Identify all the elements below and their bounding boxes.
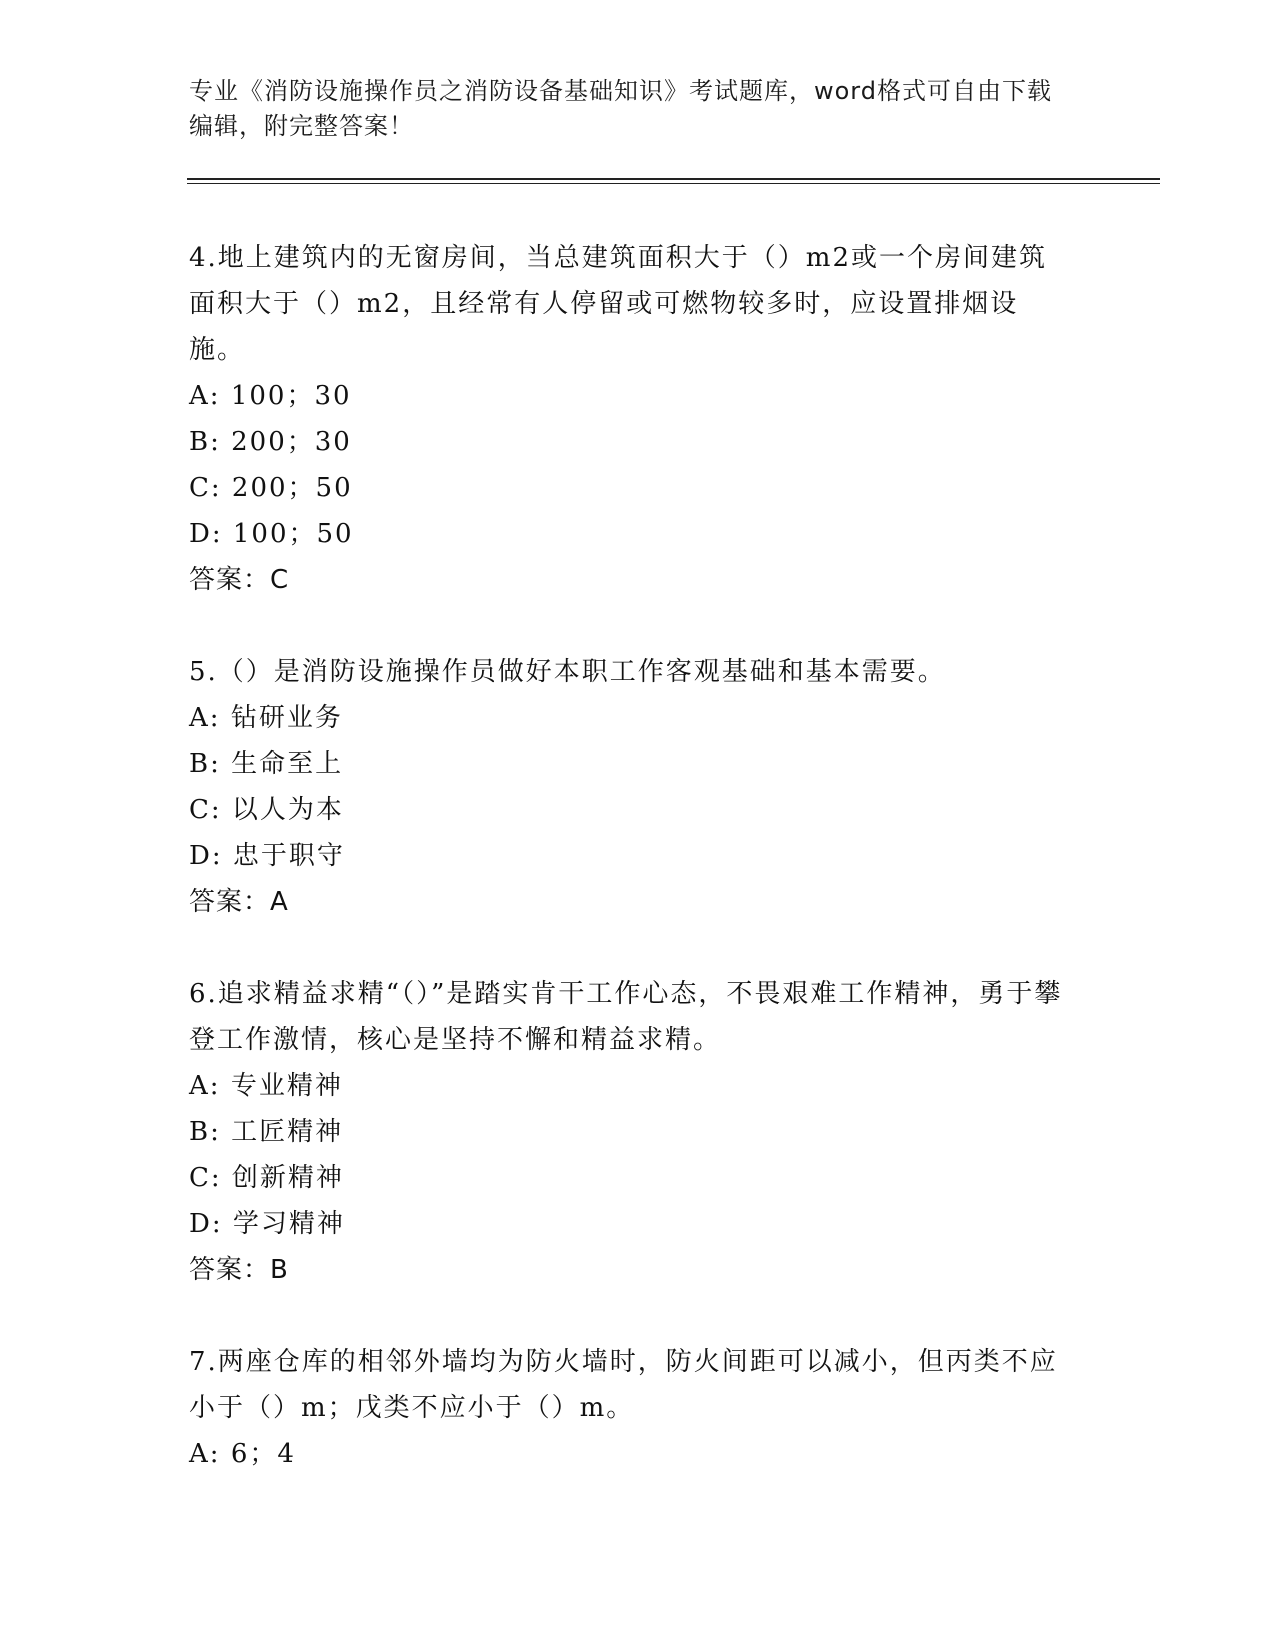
option-key: B: [189, 1117, 221, 1147]
question-item [189, 1339, 1089, 1477]
option-text: 钻研业务 [230, 703, 343, 733]
option-text: 100；50 [232, 519, 354, 549]
question-item [189, 971, 1089, 1293]
question-stem: 6.追求精益求精“（）”是踏实肯干工作心态，不畏艰难工作精神，勇于攀登工作激情，核心是坚持不懈和精益求精。 [189, 979, 1063, 1055]
option-c [189, 787, 1089, 833]
answer-line: 答案：B [189, 1255, 289, 1285]
option-text: 200；30 [231, 427, 352, 457]
option-a [189, 1431, 1089, 1477]
answer-line: 答案：C [189, 565, 290, 595]
option-text: 创新精神 [231, 1163, 344, 1193]
option-text: 100；30 [230, 381, 352, 411]
option-key: D: [189, 519, 223, 549]
option-c [189, 1155, 1089, 1201]
question-list [189, 235, 1089, 1523]
question-stem: 5.（）是消防设施操作员做好本职工作客观基础和基本需要。 [189, 657, 946, 687]
option-key: C: [189, 795, 222, 825]
header-divider-thin [187, 183, 1160, 184]
option-d [189, 833, 1089, 879]
option-key: A: [189, 703, 221, 733]
header-text: 专业《消防设施操作员之消防设备基础知识》考试题库，word格式可自由下载编辑，附完整答案！ [189, 77, 1052, 140]
option-b [189, 741, 1089, 787]
option-text: 专业精神 [230, 1071, 343, 1101]
option-a [189, 373, 1089, 419]
option-d [189, 511, 1089, 557]
option-text: 6；4 [230, 1439, 296, 1469]
option-key: B: [189, 749, 221, 779]
option-text: 200；50 [231, 473, 353, 503]
option-b [189, 419, 1089, 465]
question-stem: 4.地上建筑内的无窗房间，当总建筑面积大于（）m2或一个房间建筑面积大于（）m2，且经常有人停留或可燃物较多时，应设置排烟设施。 [189, 243, 1048, 365]
question-item [189, 235, 1089, 603]
option-text: 学习精神 [232, 1209, 345, 1239]
option-a [189, 1063, 1089, 1109]
option-key: C: [189, 473, 222, 503]
option-key: D: [189, 841, 223, 871]
option-text: 生命至上 [231, 749, 344, 779]
option-key: C: [189, 1163, 222, 1193]
option-text: 工匠精神 [231, 1117, 344, 1147]
option-key: A: [189, 1071, 221, 1101]
option-b [189, 1109, 1089, 1155]
option-key: B: [189, 427, 221, 457]
option-key: A: [189, 381, 221, 411]
option-c [189, 465, 1089, 511]
option-key: A: [189, 1439, 221, 1469]
option-key: D: [189, 1209, 223, 1239]
option-text: 忠于职守 [232, 841, 345, 871]
option-d [189, 1201, 1089, 1247]
answer-line: 答案：A [189, 887, 289, 917]
question-stem: 7.两座仓库的相邻外墙均为防火墙时，防火间距可以减小，但丙类不应小于（）m；戊类不应小于（）m。 [189, 1347, 1058, 1423]
header-divider-thick [187, 178, 1160, 180]
question-item [189, 649, 1089, 925]
option-a [189, 695, 1089, 741]
option-text: 以人为本 [231, 795, 344, 825]
